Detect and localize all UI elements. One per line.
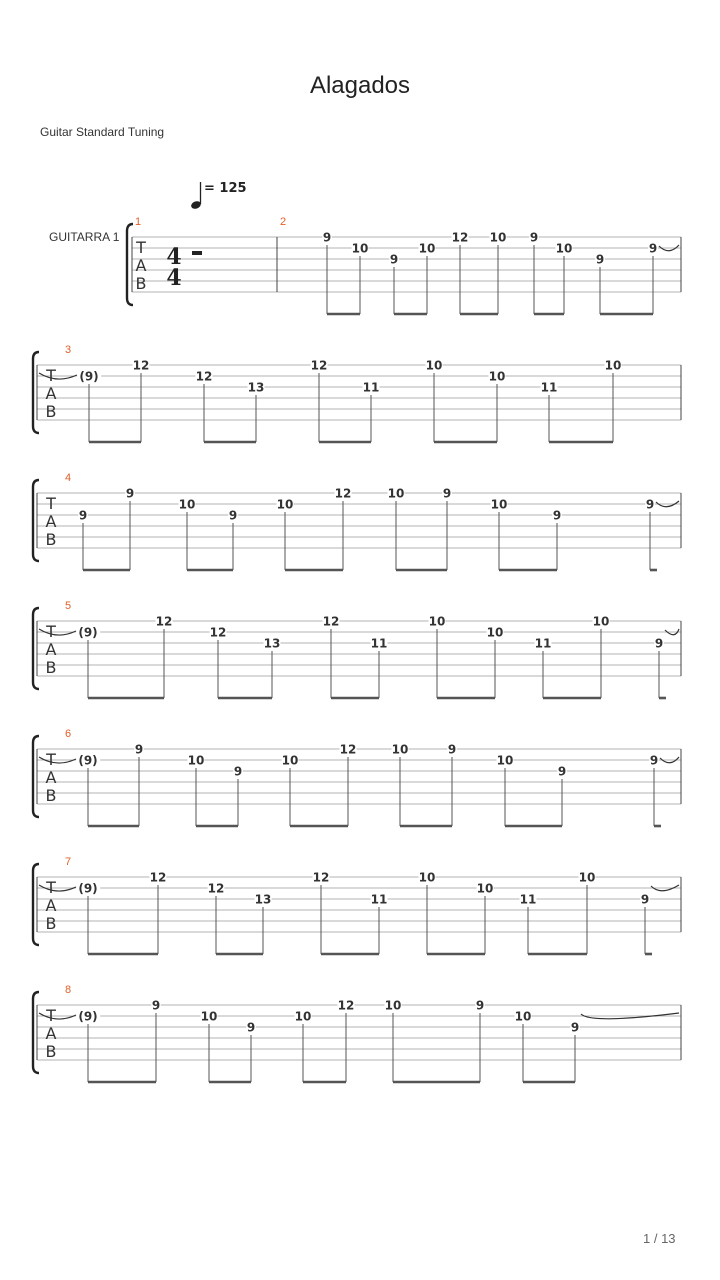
- fret-number: (9): [78, 881, 98, 896]
- measure-number: 4: [64, 472, 72, 484]
- song-title: Alagados: [309, 72, 411, 99]
- fret-number: 10: [604, 358, 622, 373]
- fret-number: 10: [490, 497, 508, 512]
- fret-number: 9: [134, 742, 144, 757]
- fret-number: 9: [557, 764, 567, 779]
- measure-number: 5: [64, 600, 72, 612]
- tab-clef-letter: T: [46, 366, 56, 385]
- fret-number: 13: [247, 380, 265, 395]
- fret-number: 10: [489, 230, 507, 245]
- fret-number: 10: [486, 625, 504, 640]
- fret-number: 13: [254, 892, 272, 907]
- fret-number: 10: [428, 614, 446, 629]
- system-bracket: [33, 992, 39, 1073]
- fret-number: 10: [592, 614, 610, 629]
- fret-number: 9: [389, 252, 399, 267]
- tab-system: [33, 472, 681, 570]
- fret-number: 11: [540, 380, 558, 395]
- fret-number: 10: [200, 1009, 218, 1024]
- tab-clef-letter: A: [45, 640, 57, 659]
- fret-number: 10: [281, 753, 299, 768]
- tab-clef-letter: A: [135, 256, 147, 275]
- fret-number: 9: [645, 497, 655, 512]
- page-number: 1 / 13: [643, 1231, 676, 1246]
- fret-number: 9: [322, 230, 332, 245]
- fret-number: 12: [337, 998, 355, 1013]
- fret-number: (9): [78, 1009, 98, 1024]
- measure-number: 8: [64, 984, 72, 996]
- fret-number: 11: [519, 892, 537, 907]
- tab-system: [127, 216, 681, 314]
- tab-clef-letter: T: [46, 750, 56, 769]
- fret-number: 9: [475, 998, 485, 1013]
- fret-number: 11: [370, 636, 388, 651]
- fret-number: 10: [276, 497, 294, 512]
- fret-number: 9: [654, 636, 664, 651]
- system-bracket: [33, 352, 39, 433]
- fret-number: 10: [418, 241, 436, 256]
- tab-clef-letter: T: [46, 494, 56, 513]
- tab-clef-letter: B: [135, 274, 147, 293]
- fret-number: 10: [578, 870, 596, 885]
- tab-system: [33, 984, 681, 1082]
- fret-number: 12: [312, 870, 330, 885]
- fret-number: 12: [132, 358, 150, 373]
- rest-icon: [192, 251, 202, 255]
- tab-system: [33, 344, 681, 442]
- fret-number: 10: [294, 1009, 312, 1024]
- tuning-label: Guitar Standard Tuning: [40, 125, 165, 139]
- fret-number: 12: [207, 881, 225, 896]
- fret-number: 9: [447, 742, 457, 757]
- fret-number: 10: [418, 870, 436, 885]
- tab-clef-letter: T: [46, 622, 56, 641]
- fret-number: 9: [552, 508, 562, 523]
- system-bracket: [33, 480, 39, 561]
- fret-number: 11: [370, 892, 388, 907]
- fret-number: 12: [209, 625, 227, 640]
- fret-number: 9: [233, 764, 243, 779]
- system-bracket: [33, 864, 39, 945]
- time-signature-top: 4: [166, 244, 182, 270]
- fret-number: 9: [78, 508, 88, 523]
- fret-number: 11: [362, 380, 380, 395]
- fret-number: 12: [149, 870, 167, 885]
- tempo-text: = 125: [204, 181, 247, 196]
- tab-clef-letter: B: [45, 402, 57, 421]
- system-bracket: [33, 608, 39, 689]
- tab-clef-letter: T: [46, 1006, 56, 1025]
- fret-number: 10: [391, 742, 409, 757]
- fret-number: 10: [425, 358, 443, 373]
- fret-number: 12: [195, 369, 213, 384]
- tab-clef-letter: B: [45, 1042, 57, 1061]
- fret-number: 9: [570, 1020, 580, 1035]
- tab-clef-letter: T: [136, 238, 146, 257]
- fret-number: 12: [339, 742, 357, 757]
- fret-number: (9): [78, 753, 98, 768]
- fret-number: 10: [351, 241, 369, 256]
- tab-system: [33, 728, 681, 826]
- fret-number: 9: [649, 753, 659, 768]
- tab-clef-letter: A: [45, 768, 57, 787]
- tab-clef-letter: A: [45, 1024, 57, 1043]
- fret-number: 12: [334, 486, 352, 501]
- fret-number: 12: [451, 230, 469, 245]
- fret-number: 10: [187, 753, 205, 768]
- tab-clef-letter: B: [45, 658, 57, 677]
- fret-number: 10: [555, 241, 573, 256]
- measure-number: 7: [64, 856, 72, 868]
- fret-number: 9: [228, 508, 238, 523]
- fret-number: 9: [246, 1020, 256, 1035]
- fret-number: 10: [488, 369, 506, 384]
- tab-clef-letter: B: [45, 530, 57, 549]
- fret-number: 9: [442, 486, 452, 501]
- fret-number: 12: [322, 614, 340, 629]
- tab-clef-letter: A: [45, 896, 57, 915]
- measure-number: 1: [134, 216, 142, 228]
- fret-number: 11: [534, 636, 552, 651]
- tab-system: [33, 600, 681, 698]
- tab-clef-letter: B: [45, 914, 57, 933]
- fret-number: 9: [151, 998, 161, 1013]
- fret-number: 9: [529, 230, 539, 245]
- tab-clef-letter: A: [45, 512, 57, 531]
- fret-number: 12: [310, 358, 328, 373]
- fret-number: 12: [155, 614, 173, 629]
- fret-number: (9): [78, 625, 98, 640]
- fret-number: 9: [640, 892, 650, 907]
- fret-number: 10: [384, 998, 402, 1013]
- fret-number: 10: [476, 881, 494, 896]
- system-bracket: [33, 736, 39, 817]
- fret-number: 9: [595, 252, 605, 267]
- fret-number: 13: [263, 636, 281, 651]
- tab-clef-letter: T: [46, 878, 56, 897]
- measure-number: 3: [64, 344, 72, 356]
- tab-clef-letter: B: [45, 786, 57, 805]
- tab-system: [33, 856, 681, 954]
- fret-number: 9: [125, 486, 135, 501]
- tab-clef-letter: A: [45, 384, 57, 403]
- measure-number: 2: [279, 216, 287, 228]
- fret-number: 10: [514, 1009, 532, 1024]
- fret-number: 10: [178, 497, 196, 512]
- fret-number: 10: [387, 486, 405, 501]
- fret-number: 9: [648, 241, 658, 256]
- measure-number: 6: [64, 728, 72, 740]
- fret-number: (9): [79, 369, 99, 384]
- time-signature-bottom: 4: [166, 265, 182, 291]
- fret-number: 10: [496, 753, 514, 768]
- track-name: GUITARRA 1: [49, 230, 120, 244]
